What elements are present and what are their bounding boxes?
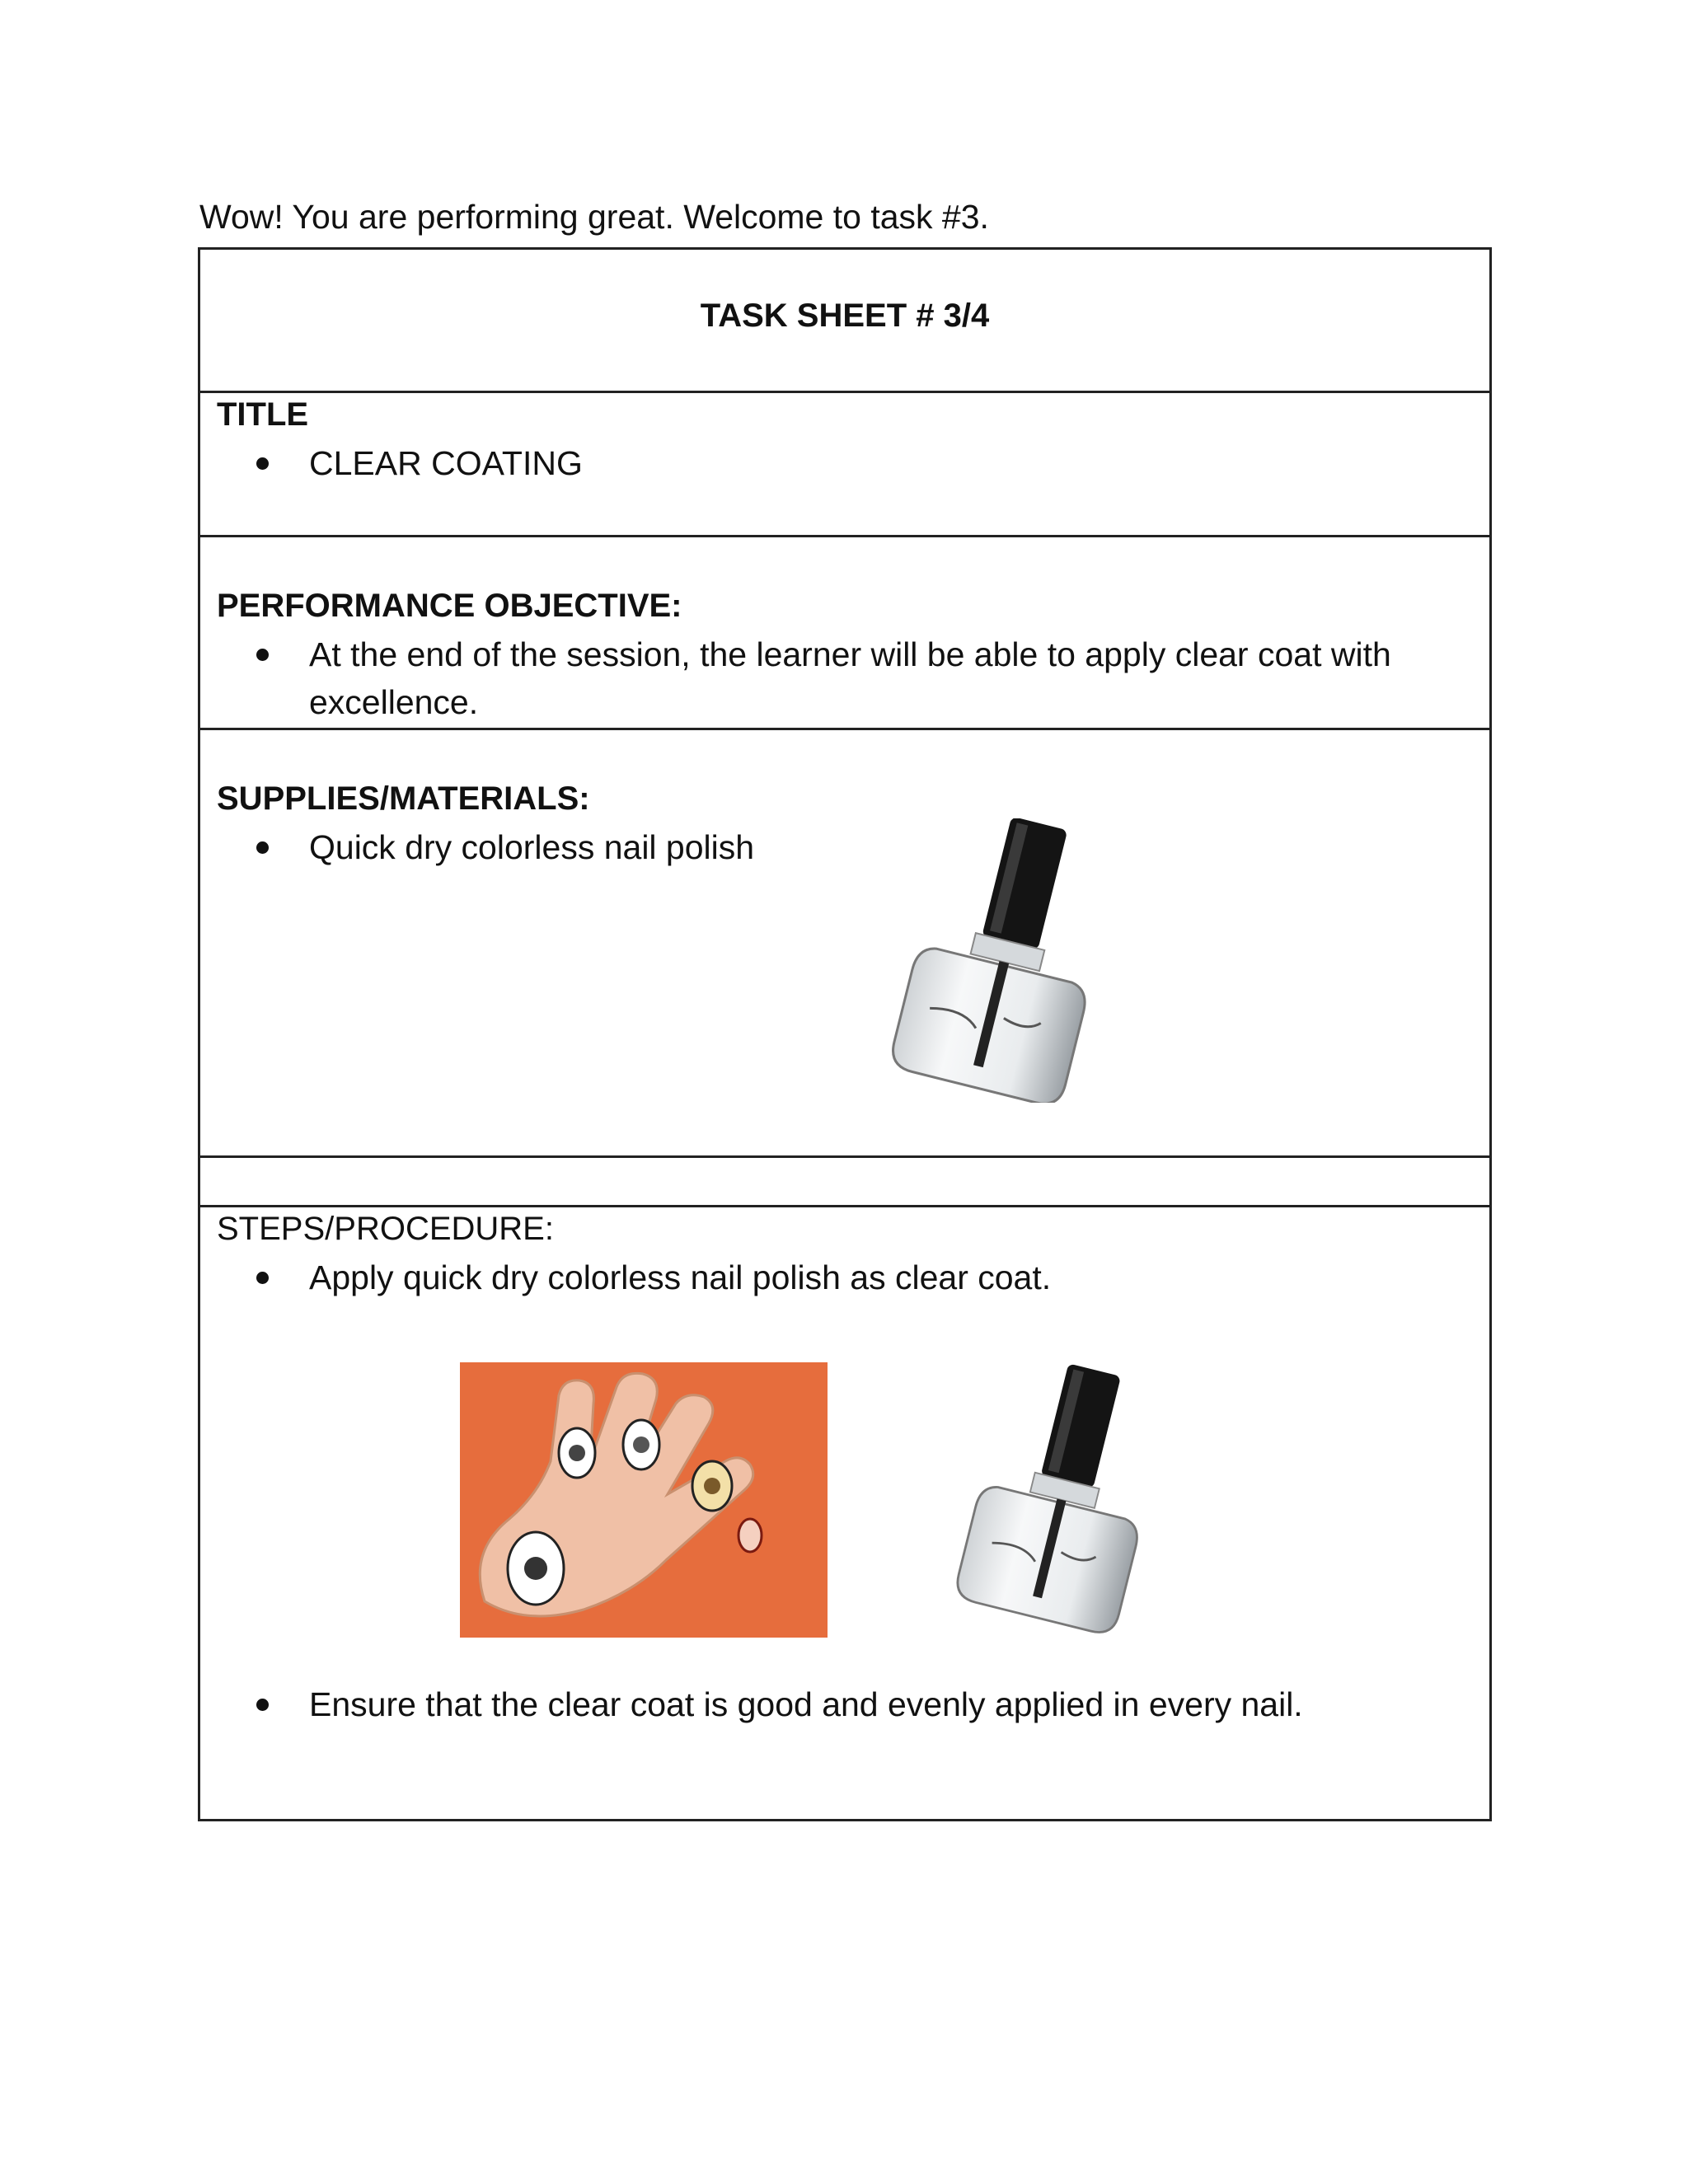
sheet-heading: TASK SHEET # 3/4 [700, 298, 990, 334]
divider [200, 535, 1489, 537]
painted-nails-hand-image [460, 1362, 828, 1638]
title-label: TITLE [217, 396, 309, 433]
nail-polish-bottle-image [872, 818, 1128, 1103]
divider [200, 728, 1489, 730]
intro-text: Wow! You are performing great. Welcome to task #3. [199, 198, 989, 236]
objective-text: At the end of the session, the learner will be able to apply clear coat with excellence. [309, 635, 1391, 721]
supplies-bullet [256, 823, 754, 871]
divider [200, 1205, 1489, 1207]
steps-label: STEPS/PROCEDURE: [217, 1211, 554, 1247]
title-value: CLEAR COATING [309, 444, 583, 482]
step-text: Apply quick dry colorless nail polish as clear coat. [309, 1258, 1052, 1296]
objective-bullet [256, 630, 1476, 726]
title-bullet [256, 439, 583, 487]
divider [200, 1155, 1489, 1158]
supplies-item: Quick dry colorless nail polish [309, 828, 755, 866]
step-item [256, 1254, 1051, 1301]
objective-label: PERFORMANCE OBJECTIVE: [217, 588, 682, 624]
step-text: Ensure that the clear coat is good and evenly applied in every nail. [309, 1685, 1303, 1723]
divider [200, 391, 1489, 393]
step-item [256, 1680, 1303, 1728]
supplies-label: SUPPLIES/MATERIALS: [217, 780, 590, 817]
task-sheet [198, 247, 1492, 1821]
nail-polish-bottle-image [938, 1358, 1177, 1638]
